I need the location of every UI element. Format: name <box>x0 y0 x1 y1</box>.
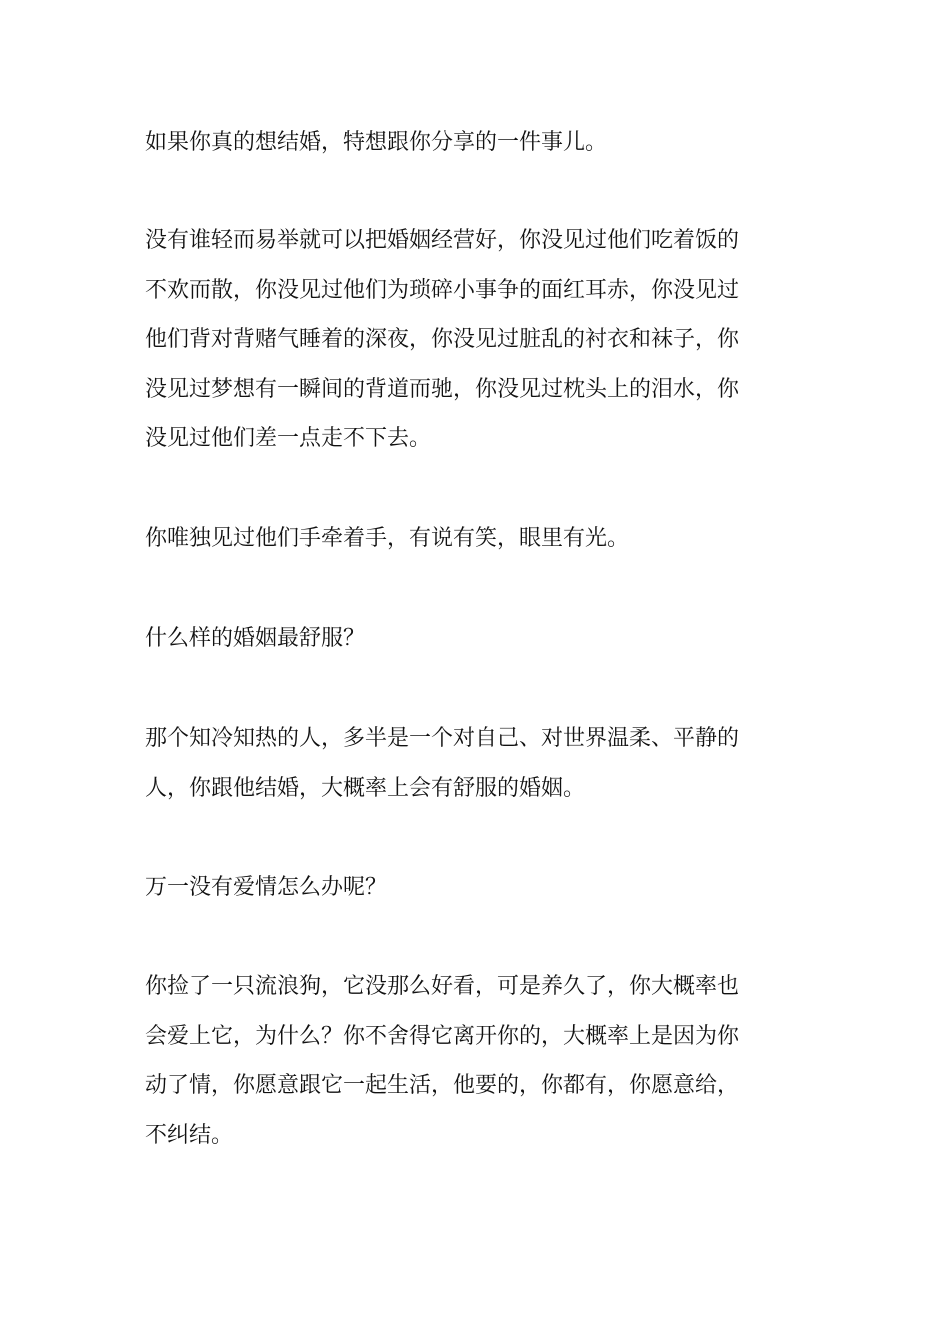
text-line: 万一没有爱情怎么办呢？ <box>145 875 388 900</box>
text-line: 没见过他们差一点走不下去。 <box>145 426 432 451</box>
text-line: 动了情，你愿意跟它一起生活，他要的，你都有，你愿意给， <box>145 1073 740 1098</box>
paragraph-7 <box>145 962 815 1160</box>
text-line: 那个知冷知热的人，多半是一个对自己、对世界温柔、平静的 <box>145 726 740 751</box>
text-line: 什么样的婚姻最舒服？ <box>145 626 366 651</box>
text-line: 不欢而散，你没见过他们为琐碎小事争的面红耳赤，你没见过 <box>145 277 740 303</box>
text-line: 没有谁轻而易举就可以把婚姻经营好，你没见过他们吃着饭的 <box>145 228 740 253</box>
text-line: 你捡了一只流浪狗，它没那么好看，可是养久了，你大概率也 <box>145 974 740 999</box>
paragraph-6 <box>145 863 815 913</box>
text-line: 你唯独见过他们手牵着手，有说有笑，眼里有光。 <box>145 526 630 551</box>
text-line: 没见过梦想有一瞬间的背道而驰，你没见过枕头上的泪水，你 <box>145 376 740 402</box>
text-line: 他们背对背赌气睡着的深夜，你没见过脏乱的衬衣和袜子，你 <box>145 327 740 352</box>
paragraph-2 <box>145 216 815 464</box>
paragraph-5 <box>145 714 815 813</box>
paragraph-1 <box>145 118 815 168</box>
text-line: 如果你真的想结婚，特想跟你分享的一件事儿。 <box>145 130 608 155</box>
text-line: 会爱上它，为什么？你不舍得它离开你的，大概率上是因为你 <box>145 1023 740 1049</box>
text-line: 不纠结。 <box>145 1122 234 1148</box>
text-line: 人，你跟他结婚，大概率上会有舒服的婚姻。 <box>145 775 586 801</box>
paragraph-4 <box>145 614 815 664</box>
paragraph-3 <box>145 514 815 564</box>
